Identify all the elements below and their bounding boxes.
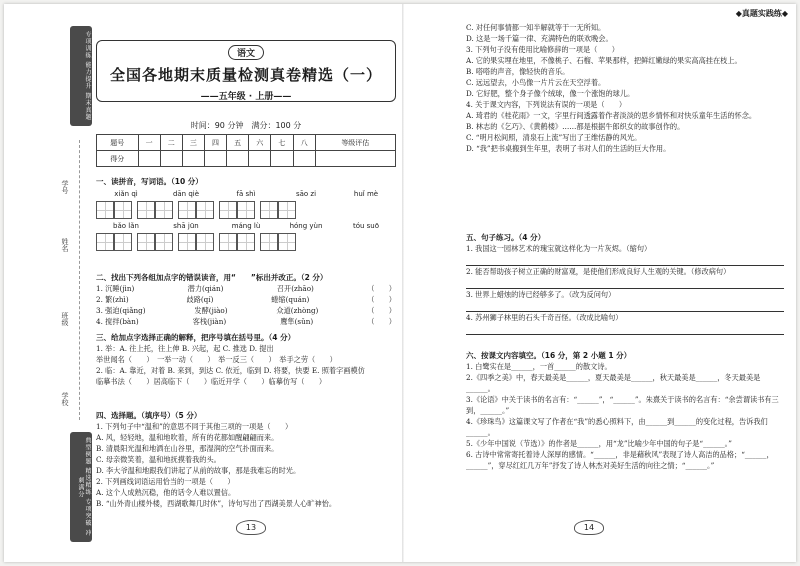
score-cell[interactable]: [182, 151, 204, 167]
option-line: A. 这个人成熟沉稳，他的话令人难以置信。: [96, 488, 236, 497]
student-id-label: 学号: [61, 180, 69, 194]
question-line: 2.《四季之美》中，春天最美是______，夏天最美是______，秋天最美是______，冬天最美是______。: [466, 373, 761, 393]
option-line: B. 清晨阳光温和地洒在山谷里，那湿润的空气扑面而来。: [96, 444, 279, 453]
question-line: 5.《少年中国说（节选）》的作者是______，用“龙”比喻少年中国的句子是“______。”: [466, 439, 732, 448]
pinyin: máng lù: [231, 222, 261, 230]
option-line: B. “山外青山楼外楼，西湖歌舞几时休”，诗句写出了西湖美景人心旷神怡。: [96, 499, 337, 508]
score-cell[interactable]: [160, 151, 182, 167]
writing-grid[interactable]: [96, 201, 396, 219]
subject-tag: 语文: [228, 45, 264, 60]
question-line: 3. 世界上蜡烛的诗已经够多了。（改为反问句）: [466, 290, 616, 299]
section-title: 六、按课文内容填空。（16 分，第 2 小题 1 分）: [466, 351, 632, 360]
section-pinyin: [96, 176, 396, 251]
score-cell[interactable]: [315, 151, 395, 167]
section-corner-label: ◆真题实践练◆: [735, 9, 788, 18]
pinyin: shā jūn: [173, 222, 199, 230]
question-line: 1. 我国这一园林艺术的瑰宝就这样化为一片灰烬。（缩句）: [466, 244, 652, 253]
question-row: 4. 搅拌(bàn) 客栈(jiàn) 鹰隼(sǔn) （ ）: [96, 317, 396, 326]
question-line: B. 林志的《乞巧》、《黄鹤楼》……都是根据牛郎织女的故事创作的。: [466, 122, 685, 131]
question-line: 2. 临：A. 靠近，对着 B. 来到，到达 C. 依近，临到 D. 将要，快要 E. 照着字画模仿: [96, 366, 365, 375]
section-sentences: [466, 232, 784, 335]
answer-line[interactable]: [466, 323, 784, 335]
answer-line[interactable]: [466, 277, 784, 289]
option-line: D. 李大爷温和地跟我们讲起了从前的故事，那是我难忘的时光。: [96, 466, 301, 475]
pinyin: dān qiè: [172, 190, 200, 198]
score-header: 五: [227, 135, 249, 151]
question-line: A. 它的果实埋在地里，不像桃子、石榴、苹果那样，把鲜红嫩绿的果实高高挂在枝上。: [466, 56, 742, 65]
score-header: 八: [293, 135, 315, 151]
question-line: 临摹书法（ ）居高临下（ ）临近开学（ ）临摹仿写（ ）: [96, 377, 327, 386]
question-line: C. 对任何事情都一知半解就等于一无所知。: [466, 23, 606, 32]
score-cell[interactable]: [138, 151, 160, 167]
section-title: 三、给加点字选择正确的解释，把序号填在括号里。（4 分）: [96, 333, 296, 342]
section-definitions: [96, 332, 396, 387]
score-cell[interactable]: [293, 151, 315, 167]
question-row: 3. 强迫(qiǎng) 发酵(jiào) 众道(zhòng) （ ）: [96, 306, 396, 315]
right-questions: [466, 22, 784, 154]
page-number-right: 14: [574, 520, 604, 535]
pinyin: hóng yùn: [289, 222, 323, 230]
question-line: 1. 白鹭实在是______，一首______的散文诗。: [466, 362, 612, 371]
question-line: 举世闻名（ ） 一举一动（ ） 举一反三（ ） 举手之劳（ ）: [96, 355, 337, 364]
pinyin: tóu suō: [352, 222, 380, 230]
question-line: 4. 苏州狮子林里的石头千奇百怪。（改成比喻句）: [466, 313, 623, 322]
section-choice: [96, 410, 396, 509]
writing-grid[interactable]: [96, 233, 396, 251]
school-label: 学校: [61, 392, 69, 406]
question-line: 2. 下列画线词语运用恰当的一项是（ ）: [96, 477, 235, 486]
score-header: 题号: [97, 135, 139, 151]
score-cell[interactable]: [271, 151, 293, 167]
page-number-left: 13: [236, 520, 266, 535]
page-title: 全国各地期末质量检测真卷精选（一）: [109, 66, 382, 84]
score-header: 七: [271, 135, 293, 151]
score-header: 四: [204, 135, 226, 151]
score-cell[interactable]: [227, 151, 249, 167]
center-fold: [402, 4, 404, 562]
section-pronunciation: [96, 272, 396, 327]
class-label: 班级: [61, 312, 69, 326]
question-line: 2. 能否帮助孩子树立正确的财富观，是使他们形成良好人生观的关键。（修改病句）: [466, 267, 731, 276]
score-table: [96, 134, 396, 167]
question-line: B. 嗒嗒的声音，像轻快的音乐。: [466, 67, 570, 76]
score-header: 三: [182, 135, 204, 151]
question-row: 2. 繁(zhì) 歧路(qí) 蜷缩(quán) （ ）: [96, 295, 396, 304]
question-row: 1. 沉睡(jìn) 潜力(qián) 召开(zhāo) （ ）: [96, 284, 396, 293]
question-line: D. 它好肥，整个身子像个绒球，像一个涨饱的球儿。: [466, 89, 635, 98]
title-banner: [96, 40, 396, 102]
question-line: A. 琦君的《桂花雨》一文，字里行间透露着作者淡淡的思乡情怀和对快乐童年生活的怀念。: [466, 111, 757, 120]
question-line: 1. 下列句子中“温和”的意思不同于其他三项的一项是（ ）: [96, 422, 293, 431]
pinyin: xiǎn qì: [114, 190, 138, 198]
question-line: 6. 古诗中常常寄托着诗人深厚的感情。“______，非是藉秋风”表现了诗人高洁的品格；“______，______”，穿尽红红几万年”抒发了诗人林杰对美好生活的向往之情；“______。”: [466, 450, 774, 470]
score-header: 一: [138, 135, 160, 151]
pinyin: sāo zi: [295, 190, 317, 198]
question-line: 3. 下列句子没有使用比喻修辞的一项是（ ）: [466, 45, 619, 54]
answer-line[interactable]: [466, 254, 784, 266]
score-row-label: 得分: [97, 151, 139, 167]
binding-line: [79, 140, 80, 420]
score-cell[interactable]: [204, 151, 226, 167]
question-line: 4.《珍珠鸟》这篇课文写了作者在“我”的悉心照料下，由______到______的变化过程，告诉我们______。: [466, 417, 768, 437]
answer-line[interactable]: [466, 300, 784, 312]
pinyin-row: [96, 189, 396, 200]
score-header: 二: [160, 135, 182, 151]
score-cell[interactable]: [249, 151, 271, 167]
pinyin-row: [96, 221, 396, 232]
name-label: 姓名: [61, 238, 69, 252]
section-title: 二、找出下列各组加点字的错误读音，用“ ”标出并改正。（2 分）: [96, 273, 328, 282]
section-title: 一、读拼音，写词语。（10 分）: [96, 177, 203, 186]
pinyin: fā shì: [236, 190, 256, 198]
score-header: 六: [249, 135, 271, 151]
question-line: 4. 关于课文内容，下列说法有误的一项是（ ）: [466, 100, 627, 109]
question-line: 3.《论语》中关于读书的名言有：“______”，“______”。朱熹关于读书的名言有：“余尝谓读书有三到，______。”: [466, 395, 779, 415]
pinyin: bǎo lǎn: [113, 222, 139, 230]
question-line: D. “我”把书桌搬到生年里，表明了书对人们的生活的巨大作用。: [466, 144, 671, 153]
side-tab-bottom: 典型例题 精选精练 专项突破 冲刺满分: [70, 432, 92, 542]
grade-subtitle: ——五年级 · 上册——: [200, 92, 292, 102]
question-line: C. “明月松间照，清泉石上流”写出了王维恬静的风光。: [466, 133, 642, 142]
option-line: C. 母亲微笑着，温和地抚摸着我的头。: [96, 455, 221, 464]
question-line: 1. 举：A. 往上托，往上伸 B. 兴起，起 C. 推选 D. 提出: [96, 344, 274, 353]
question-line: C. 远远望去，小鸟像一片片云在天空浮着。: [466, 78, 606, 87]
section-title: 四、选择题。（填序号）（5 分）: [96, 411, 202, 420]
section-fill-in: [466, 350, 784, 471]
time-score-info: 时间：90 分钟 满分：100 分: [190, 121, 302, 130]
score-header: 等级评估: [315, 135, 395, 151]
pinyin: huǐ mè: [353, 190, 379, 198]
side-tab-top: 专项训练 能力提升 期末真题: [70, 26, 92, 126]
question-line: D. 这是一场千篇一律、充满特色的联欢晚会。: [466, 34, 613, 43]
option-line: A. 风，轻轻地，温和地吹着，所有的花都如醒翩翩而来。: [96, 433, 279, 442]
section-title: 五、句子练习。（4 分）: [466, 233, 546, 242]
